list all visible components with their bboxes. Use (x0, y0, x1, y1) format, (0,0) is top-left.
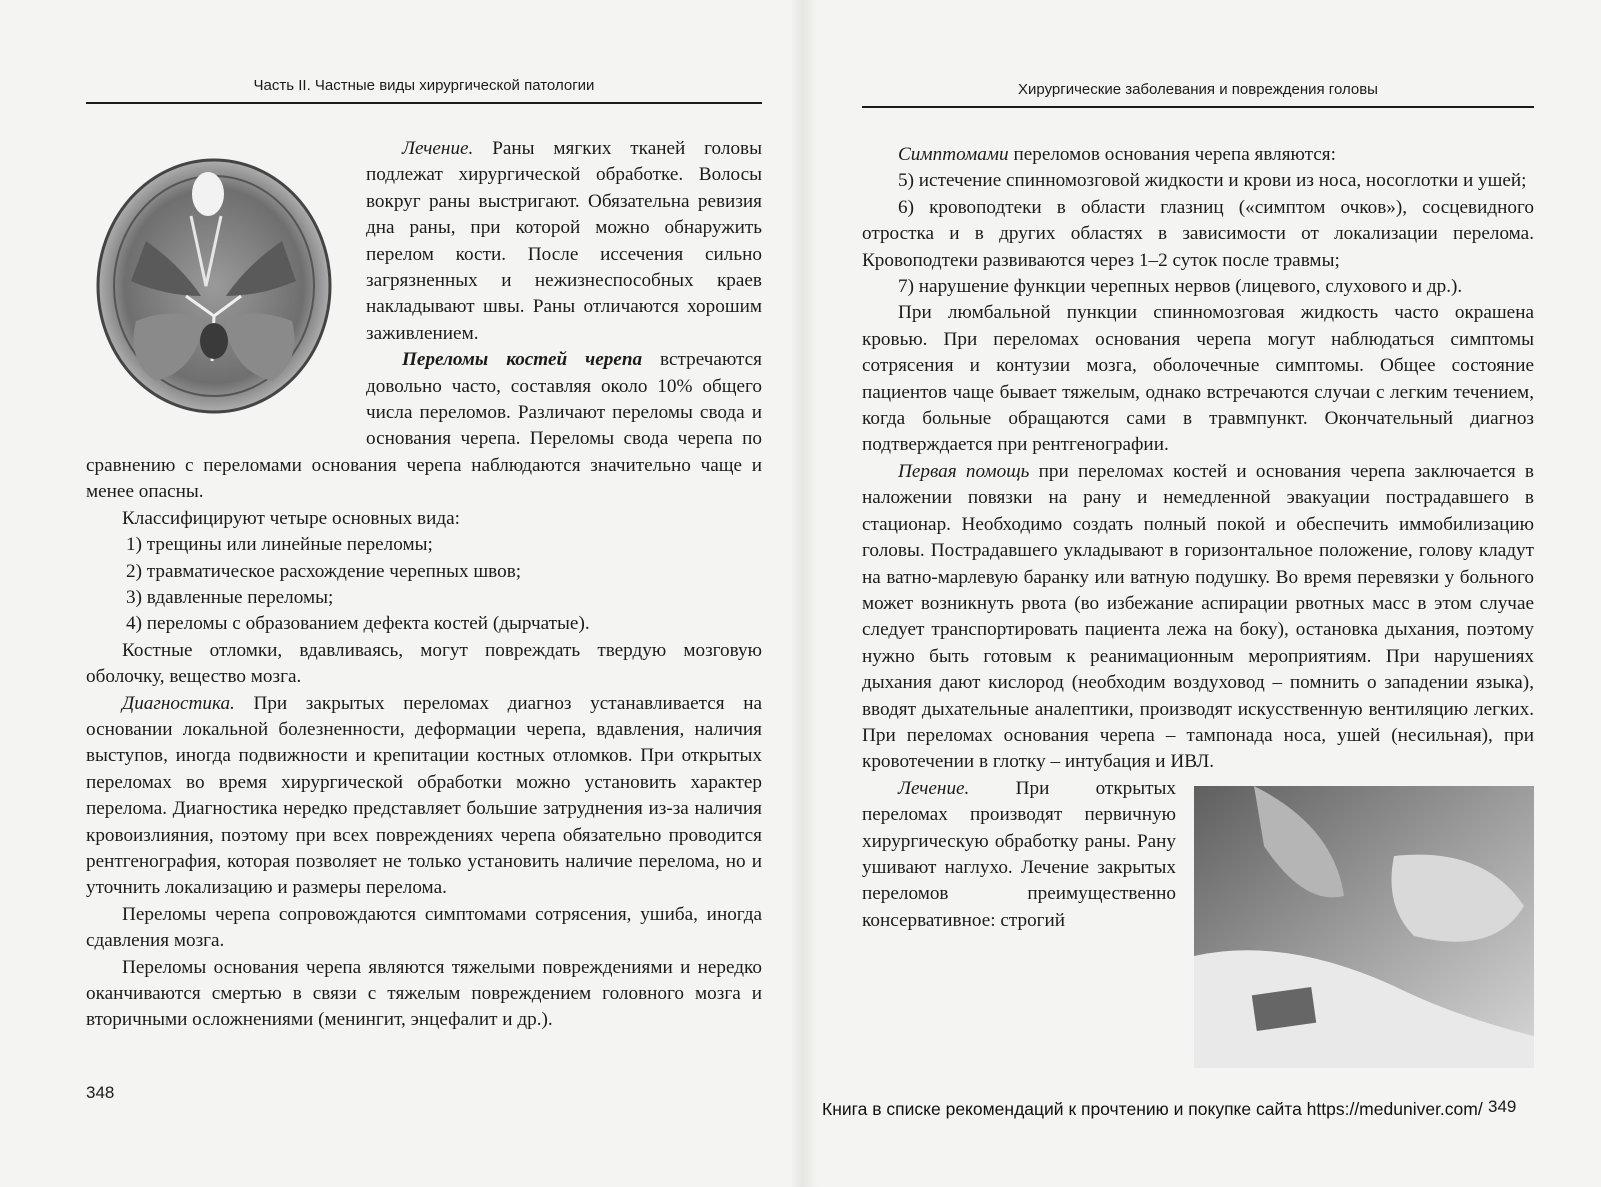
r-p2: При люмбальной пункции спинномозговая жидкость часто окрашена кровью. При переломах основания черепа могут наблюдаться симптомы сотрясения и контузии мозга, оболочечные симптомы. Общее состояние пациентов чаще бывает тяжелым, однако встречаются случаи с легким течением, когда больные обращаются сами в травмпункт. Окончательный диагноз подтверждается при рентгенографии. (862, 302, 1534, 456)
p4: Костные отломки, вдавливаясь, могут повреждать твердую мозговую оболочку, вещество мозга. (86, 639, 762, 688)
list-item: 1) трещины или линейные переломы; (126, 534, 433, 556)
skull-base-illustration (86, 146, 346, 426)
watermark-text: Книга в списке рекомендаций к прочтению и покупке сайта https://meduniver.com/ (822, 1099, 1483, 1119)
p3: Классифицируют четыре основных вида: (122, 507, 460, 529)
left-page-body (86, 136, 762, 1034)
list-item: 3) вдавленные переломы; (126, 586, 334, 608)
list-item: 7) нарушение функции черепных нервов (лицевого, слухового и др.). (898, 276, 1463, 298)
page-number-right: 349 (1488, 1097, 1517, 1116)
r-p4-text: При открытых переломах производят первичную хирургическую обработку раны. Рану ушивают наглухо. Лечение закрытых переломов преимущественно консервативное: строгий (862, 777, 1176, 931)
page-number-left: 348 (86, 1083, 115, 1102)
p5-text: При закрытых переломах диагноз устанавливается на основании локальной болезненности, деформации черепа, вдавления, наличия выступов, иногда подвижности и крепитации костных отломков. При открытых переломах во время хирургической обработки можно установить характер перелома. Диагностика нередко представляет большие затруднения из-за наличия кровоизлияния, поэтому при всех повреждениях черепа обязательно проводится рентгенография, которая позволяет не только установить наличие перелома, но и уточнить локализацию и размеры перелома. (86, 692, 762, 899)
p5-lead: Диагностика. (122, 692, 235, 714)
r-p1-lead: Симптомами (898, 144, 1009, 165)
p6: Переломы черепа сопровождаются симптомами сотрясения, ушиба, иногда сдавления мозга. (86, 903, 762, 952)
p2-lead: Переломы костей черепа (402, 349, 643, 371)
running-head-left: Часть II. Частные виды хирургической патологии (86, 76, 762, 104)
book-gutter (790, 0, 818, 1187)
r-p3-text: при переломах костей и основания черепа заключается в наложении повязки на рану и немедленной эвакуации пострадавшего в стационар. Необходимо создать полный покой и обеспечить иммобилизацию головы. Пострадавшего укладывают в горизонтальное положение, голову кладут на ватно-марлевую баранку или ватную подушку. Во время перевязки у больного может возникнуть рвота (во избежание аспирации рвотных масс в этом случае следует транспортировать пациента лежа на боку), остановка дыхания, поэтому нужно быть готовым к реанимационным мероприятиям. При нарушениях дыхания дают кислород (необходим воздуховод – помнить о западении языка), вводят дыхательные аналептики, производят искусственную вентиляцию легких. При переломах основания черепа – тампонада носа, ушей (несильная), при кровотечении в глотку – интубация и ИВЛ. (862, 460, 1534, 773)
p1-lead: Лечение. (402, 138, 474, 159)
list-item: 6) кровоподтеки в области глазниц («симптом очков»), сосцевидного отростка и в других областях в зависимости от локализации перелома. Кровоподтеки развиваются через 1–2 суток после травмы; (862, 196, 1534, 271)
p7: Переломы основания черепа являются тяжелыми повреждениями и нередко оканчиваются смертью в связи с тяжелым повреждением головного мозга и вторичными осложнениями (менингит, энцефалит и др.). (86, 956, 762, 1031)
p2-text: встречаются довольно часто, составляя около 10% общего числа переломов. Различают переломы свода и основания черепа. Переломы свода черепа по сравнению с переломами основания черепа наблюдаются значительно чаще и менее опасны. (86, 349, 762, 503)
p1-text: Раны мягких тканей головы подлежат хирургической обработке. Волосы вокруг раны выстригают. Обязательна ревизия дна раны, при которой можно обнаружить перелом кости. После иссечения сильно загрязненных и нежизнеспособных краев накладывают швы. Раны отличаются хорошим заживлением. (366, 138, 762, 344)
right-page-body (862, 142, 1534, 1068)
list-item: 2) травматическое расхождение черепных швов; (126, 560, 522, 582)
r-p4-lead: Лечение. (898, 777, 970, 799)
first-aid-photo (1194, 786, 1534, 1068)
r-p1-text: переломов основания черепа являются: (1008, 144, 1336, 165)
list-item: 4) переломы с образованием дефекта костей (дырчатые). (126, 613, 590, 635)
r-p3-lead: Первая помощь (898, 460, 1030, 482)
list-item: 5) истечение спинномозговой жидкости и крови из носа, носоглотки и ушей; (898, 170, 1527, 192)
running-head-right: Хирургические заболевания и повреждения головы (862, 80, 1534, 108)
